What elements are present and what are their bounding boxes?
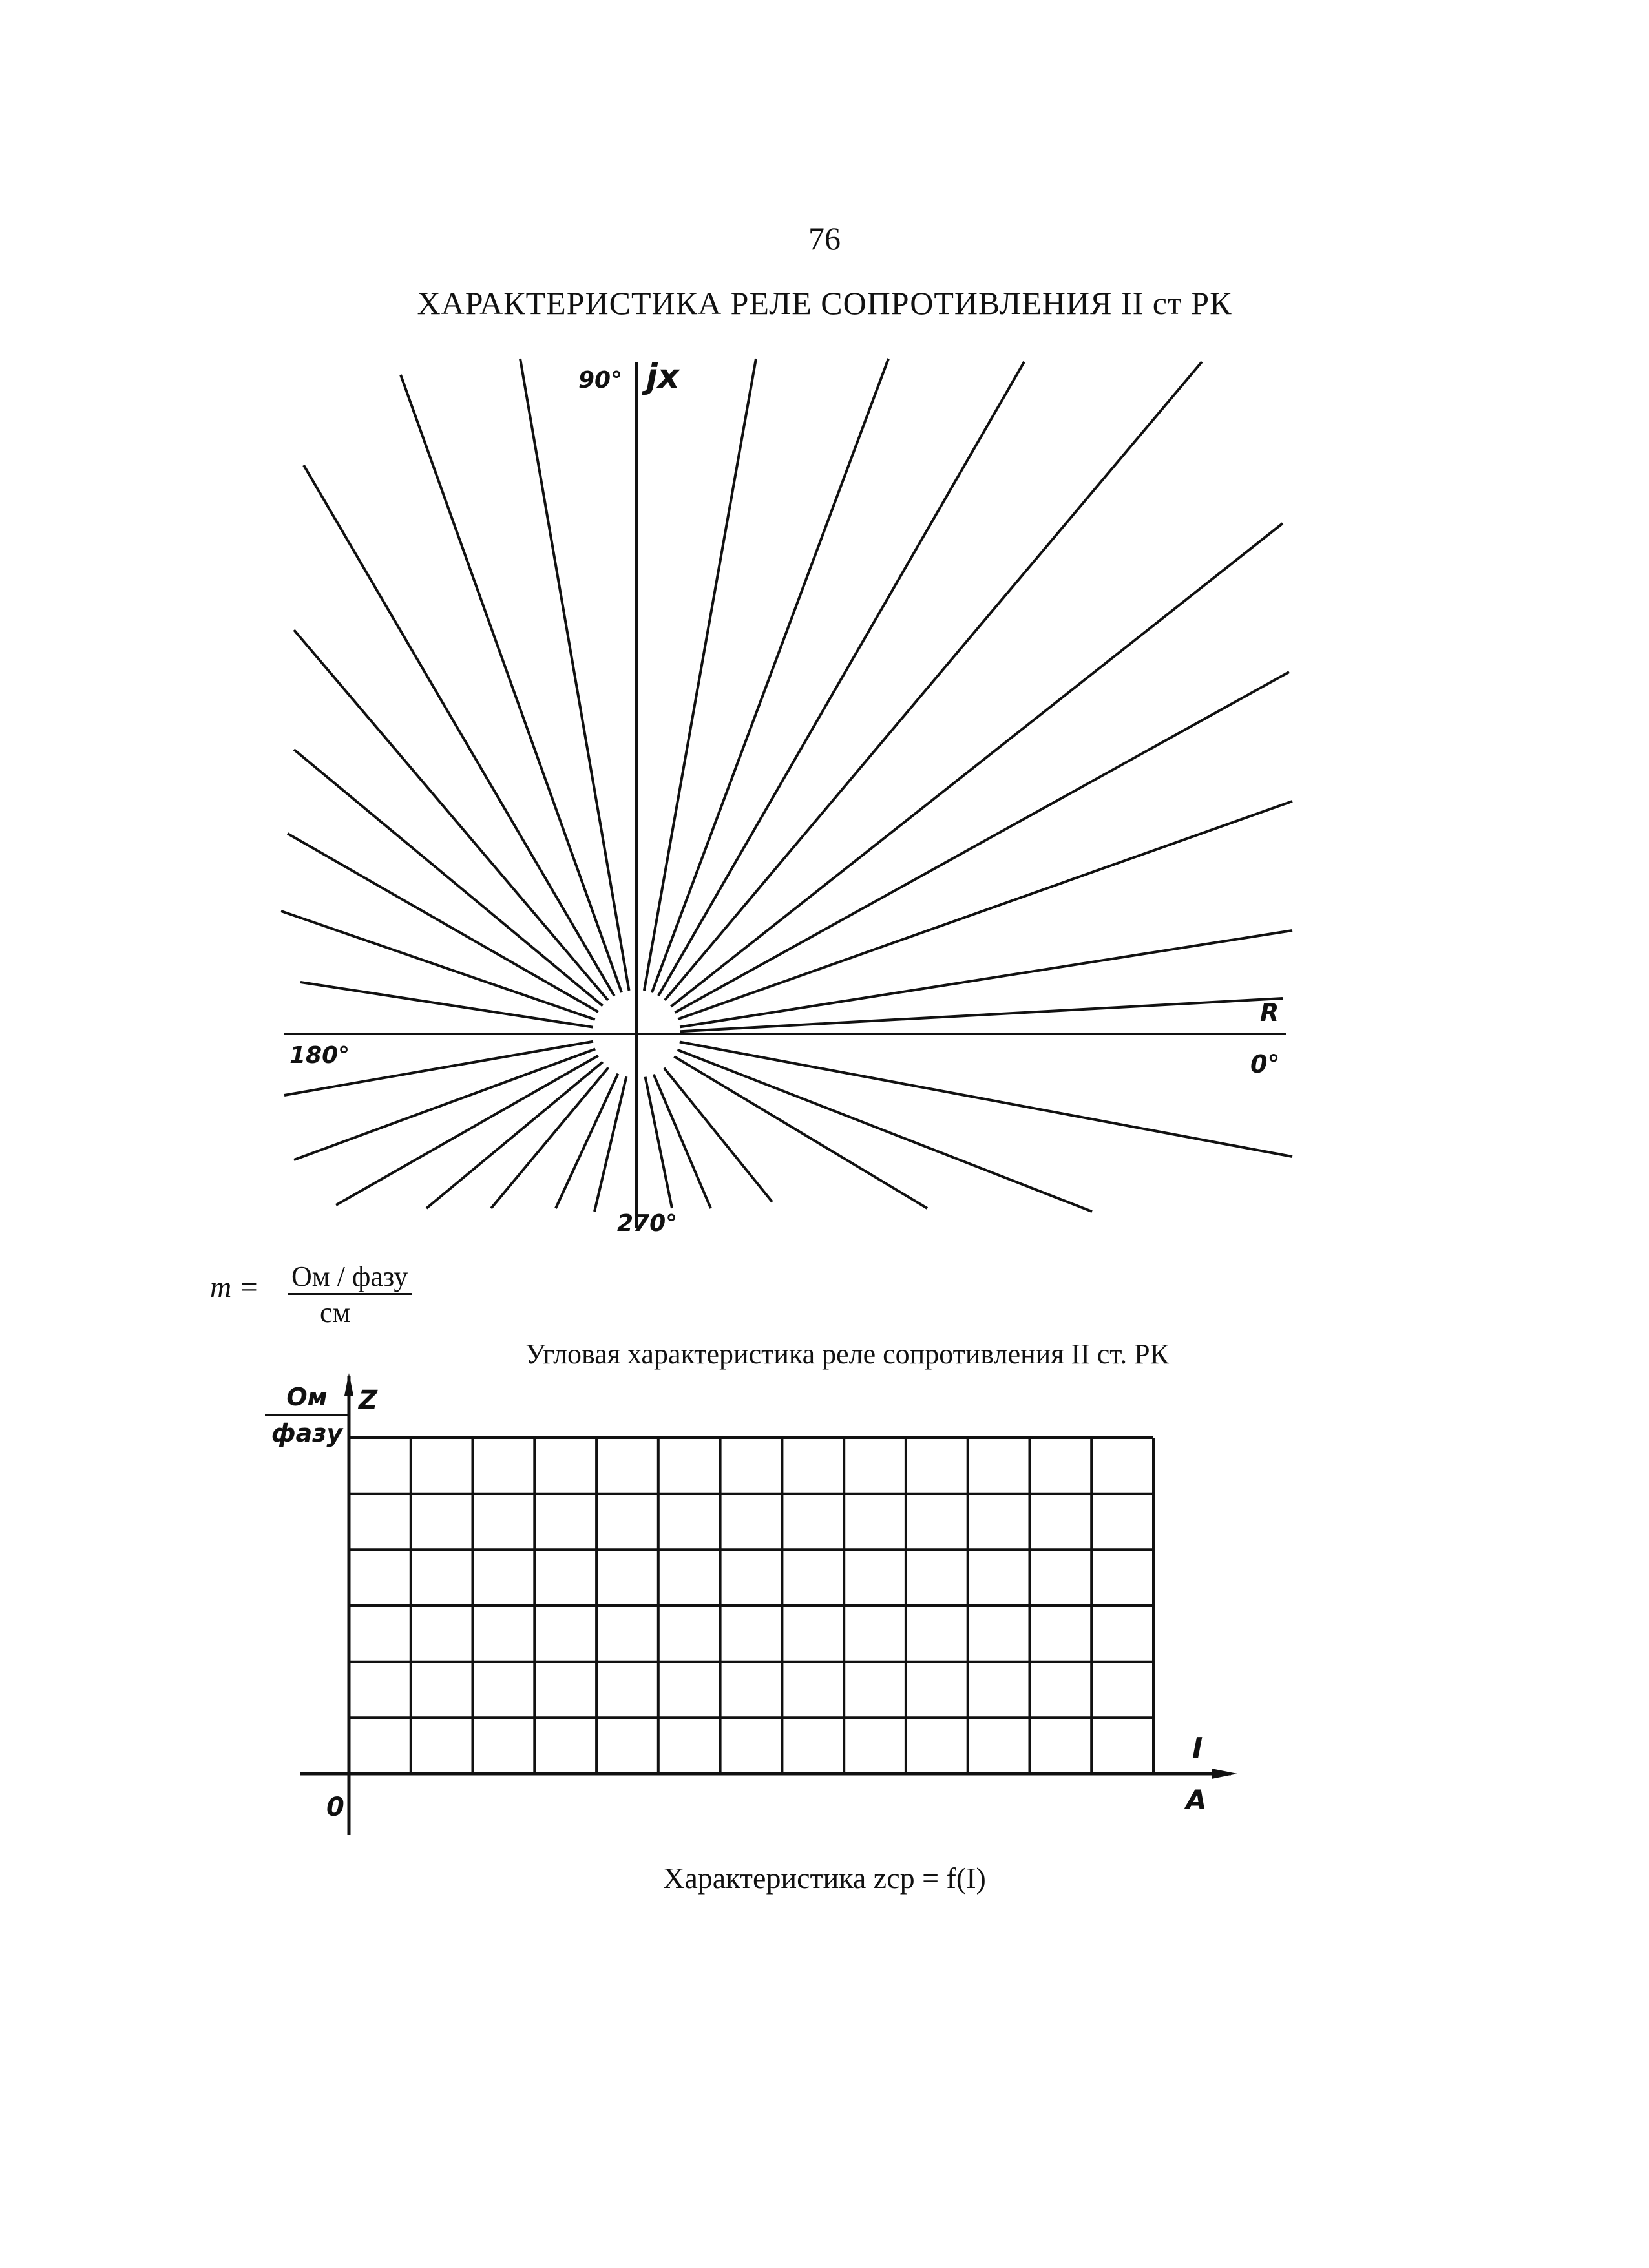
label-90: 90° [578, 367, 623, 394]
scale-numerator: Ом / фазу [288, 1260, 412, 1295]
caption-angular: Угловая характеристика реле сопротивления II ст. РК [525, 1338, 1169, 1370]
label-jx: jx [646, 357, 680, 396]
y-axis-arrow [344, 1373, 353, 1396]
label-0: 0° [1250, 1050, 1280, 1078]
page-number: 76 [808, 220, 841, 257]
x-axis-arrow [1212, 1769, 1237, 1779]
page-title: ХАРАКТЕРИСТИКА РЕЛЕ СОПРОТИВЛЕНИЯ II ст РК [417, 285, 1232, 321]
label-r: R [1260, 998, 1279, 1027]
caption-zcp [0, 1861, 1649, 1895]
x-unit-label: A [1186, 1784, 1207, 1816]
y-unit-numerator: Ом [265, 1383, 349, 1416]
y-axis-label: Z [359, 1385, 378, 1415]
grid-lines [349, 1438, 1153, 1774]
label-270: 270° [617, 1210, 678, 1237]
scale-denominator: см [320, 1297, 351, 1328]
y-unit-denominator: фазу [271, 1419, 343, 1447]
label-180: 180° [289, 1042, 350, 1069]
scale-variable: m = [210, 1270, 259, 1303]
origin-label: 0 [326, 1792, 344, 1822]
x-axis-label: I [1192, 1732, 1203, 1765]
caption-zcp-text: Характеристика zср = f(I) [663, 1862, 986, 1895]
